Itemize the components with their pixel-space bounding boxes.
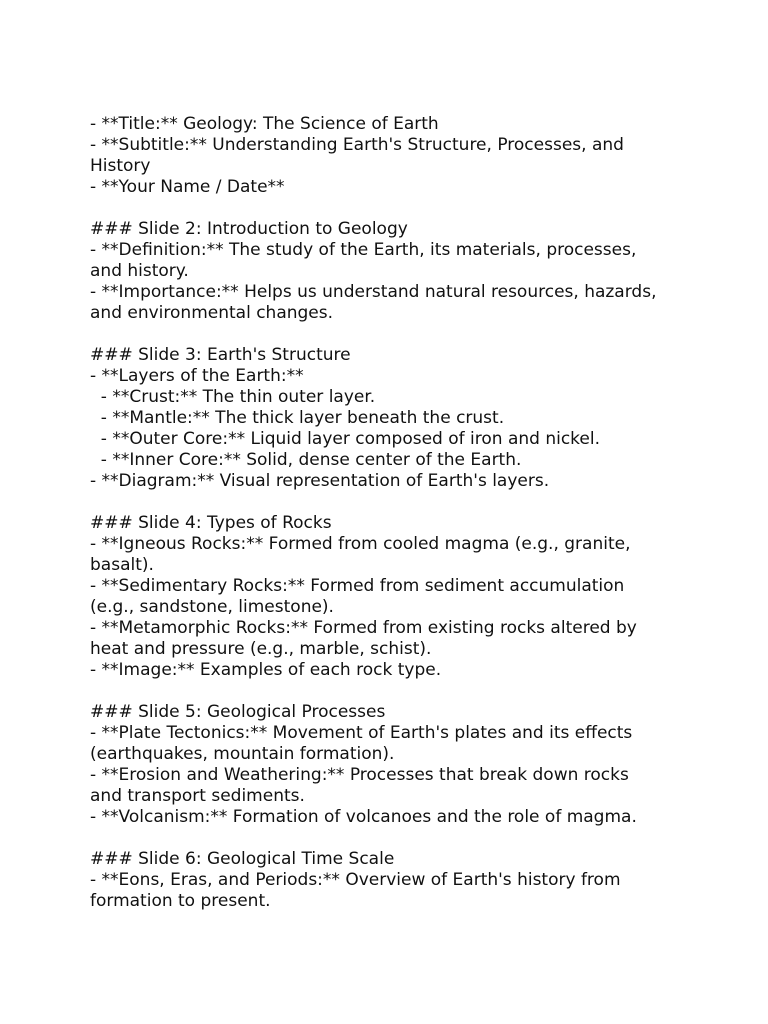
document-page bbox=[90, 114, 690, 912]
text-line: basalt). bbox=[90, 555, 154, 575]
slide-heading: ### Slide 4: Types of Rocks bbox=[90, 513, 332, 533]
slide-5-section bbox=[90, 702, 690, 828]
title-section bbox=[90, 114, 690, 198]
text-line: formation to present. bbox=[90, 891, 271, 911]
text-line: and history. bbox=[90, 261, 189, 281]
text-line: - **Metamorphic Rocks:** Formed from existing rocks altered by bbox=[90, 618, 637, 638]
text-line: - **Eons, Eras, and Periods:** Overview of Earth's history from bbox=[90, 870, 621, 890]
slide-heading: ### Slide 6: Geological Time Scale bbox=[90, 849, 395, 869]
text-line: - **Igneous Rocks:** Formed from cooled magma (e.g., granite, bbox=[90, 534, 631, 554]
text-line: - **Diagram:** Visual representation of Earth's layers. bbox=[90, 471, 550, 491]
text-line: - **Outer Core:** Liquid layer composed of iron and nickel. bbox=[90, 429, 600, 449]
spacer bbox=[90, 198, 690, 219]
text-line: - **Crust:** The thin outer layer. bbox=[90, 387, 376, 407]
title-line: - **Title:** Geology: The Science of Earth bbox=[90, 114, 439, 134]
text-line: and environmental changes. bbox=[90, 303, 334, 323]
spacer bbox=[90, 681, 690, 702]
text-line: (earthquakes, mountain formation). bbox=[90, 744, 395, 764]
spacer bbox=[90, 324, 690, 345]
text-line: - **Sedimentary Rocks:** Formed from sediment accumulation bbox=[90, 576, 625, 596]
text-line: - **Plate Tectonics:** Movement of Earth's plates and its effects bbox=[90, 723, 633, 743]
text-line: heat and pressure (e.g., marble, schist). bbox=[90, 639, 432, 659]
spacer bbox=[90, 828, 690, 849]
spacer bbox=[90, 492, 690, 513]
text-line: - **Volcanism:** Formation of volcanoes and the role of magma. bbox=[90, 807, 637, 827]
slide-heading: ### Slide 2: Introduction to Geology bbox=[90, 219, 408, 239]
slide-2-section bbox=[90, 219, 690, 324]
slide-6-section bbox=[90, 849, 690, 912]
subtitle-line-cont: History bbox=[90, 156, 151, 176]
name-date-line: - **Your Name / Date** bbox=[90, 177, 285, 197]
slide-3-section bbox=[90, 345, 690, 492]
text-line: - **Inner Core:** Solid, dense center of the Earth. bbox=[90, 450, 522, 470]
text-line: - **Importance:** Helps us understand natural resources, hazards, bbox=[90, 282, 657, 302]
slide-4-section bbox=[90, 513, 690, 681]
text-line: - **Erosion and Weathering:** Processes that break down rocks bbox=[90, 765, 629, 785]
slide-heading: ### Slide 5: Geological Processes bbox=[90, 702, 386, 722]
slide-heading: ### Slide 3: Earth's Structure bbox=[90, 345, 351, 365]
text-line: - **Image:** Examples of each rock type. bbox=[90, 660, 442, 680]
text-line: - **Definition:** The study of the Earth, its materials, processes, bbox=[90, 240, 637, 260]
text-line: - **Layers of the Earth:** bbox=[90, 366, 304, 386]
text-line: and transport sediments. bbox=[90, 786, 305, 806]
text-line: - **Mantle:** The thick layer beneath the crust. bbox=[90, 408, 505, 428]
subtitle-line: - **Subtitle:** Understanding Earth's Structure, Processes, and bbox=[90, 135, 624, 155]
text-line: (e.g., sandstone, limestone). bbox=[90, 597, 334, 617]
